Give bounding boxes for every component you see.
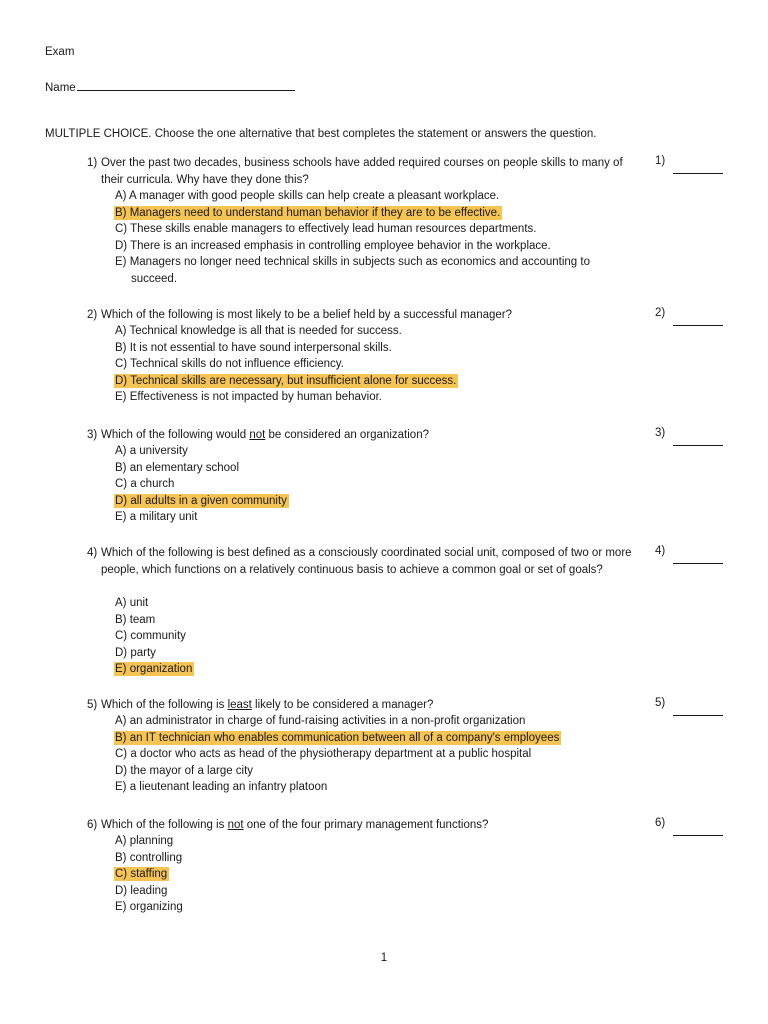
option-e[interactable]: E) Effectiveness is not impacted by human behavior. [115, 391, 382, 404]
option-c[interactable]: C) a doctor who acts as head of the physiotherapy department at a public hospital [115, 748, 532, 761]
question-text: Which of the following would not be considered an organization? [101, 429, 429, 441]
option-c[interactable] [115, 866, 635, 883]
answer-number: 4) [655, 545, 666, 557]
options-list [115, 833, 635, 916]
option-b[interactable] [115, 205, 635, 222]
answer-blank[interactable] [673, 549, 723, 564]
question-number: 2) [87, 309, 98, 321]
question-number: 4) [87, 547, 98, 559]
answer-number: 1) [655, 155, 666, 167]
highlighted-answer: E) organization [115, 663, 193, 676]
answer-number: 2) [655, 307, 666, 319]
answer-blank[interactable] [673, 701, 723, 716]
option-d[interactable]: D) party [115, 646, 156, 659]
exam-title: Exam [45, 46, 75, 58]
option-c[interactable]: C) These skills enable managers to effectively lead human resources departments. [115, 223, 537, 236]
question-stem [87, 155, 642, 188]
options-list [115, 443, 635, 526]
options-list [115, 713, 635, 796]
name-label: Name [45, 82, 76, 94]
option-b[interactable]: B) an elementary school [115, 461, 240, 474]
option-c[interactable]: C) Technical skills do not influence efficiency. [115, 358, 344, 371]
option-b[interactable]: B) controlling [115, 851, 183, 864]
option-b[interactable]: B) It is not essential to have sound interpersonal skills. [115, 341, 392, 354]
question-text: Which of the following is best defined as a consciously coordinated social unit, composed of two or more people, which functions on a relatively continuous basis to achieve a common goal or set of goals? [101, 547, 632, 576]
option-e[interactable]: E) Managers no longer need technical skills in subjects such as economics and accounting to succeed. [115, 256, 590, 285]
option-d[interactable]: D) leading [115, 884, 168, 897]
option-a[interactable]: A) A manager with good people skills can help create a pleasant workplace. [115, 190, 500, 202]
question-number: 3) [87, 429, 98, 441]
answer-number: 6) [655, 817, 666, 829]
question-text: Which of the following is most likely to be a belief held by a successful manager? [101, 309, 513, 321]
option-d[interactable]: D) the mayor of a large city [115, 764, 254, 777]
question-stem [87, 307, 642, 324]
highlighted-answer: B) Managers need to understand human behavior if they are to be effective. [115, 206, 501, 219]
question-text: Which of the following is not one of the four primary management functions? [101, 819, 489, 831]
name-field[interactable] [45, 80, 295, 94]
question-text: Which of the following is least likely to be considered a manager? [101, 699, 434, 711]
name-underline[interactable] [77, 80, 295, 91]
option-a[interactable]: A) a university [115, 445, 188, 457]
highlighted-answer: D) Technical skills are necessary, but insufficient alone for success. [115, 374, 457, 387]
question-stem [87, 817, 642, 834]
option-b[interactable] [115, 730, 635, 747]
question-number: 6) [87, 819, 98, 831]
question-text: Over the past two decades, business schools have added required courses on people skills to many of their curricula. Why have they done this? [101, 157, 623, 186]
option-d[interactable]: D) There is an increased emphasis in controlling employee behavior in the workplace. [115, 239, 551, 252]
answer-blank[interactable] [673, 159, 723, 174]
option-d[interactable] [115, 493, 635, 510]
option-e[interactable] [115, 661, 635, 678]
option-a[interactable]: A) unit [115, 597, 149, 609]
option-a[interactable]: A) an administrator in charge of fund-raising activities in a non-profit organization [115, 715, 526, 727]
answer-blank[interactable] [673, 821, 723, 836]
question-number: 5) [87, 699, 98, 711]
option-e[interactable]: E) a lieutenant leading an infantry platoon [115, 781, 328, 794]
page-number: 1 [380, 952, 388, 964]
option-e[interactable]: E) organizing [115, 901, 183, 914]
answer-blank[interactable] [673, 431, 723, 446]
answer-blank[interactable] [673, 311, 723, 326]
option-b[interactable]: B) team [115, 613, 156, 626]
question-stem [87, 545, 642, 578]
options-list [115, 595, 635, 678]
question-stem [87, 427, 642, 444]
question-number: 1) [87, 157, 98, 169]
option-a[interactable]: A) planning [115, 835, 174, 847]
options-list [115, 323, 635, 406]
question-stem [87, 697, 642, 714]
options-list [115, 188, 635, 288]
highlighted-answer: D) all adults in a given community [115, 494, 287, 507]
highlighted-answer: C) staffing [115, 868, 168, 881]
option-c[interactable]: C) community [115, 630, 186, 643]
option-d[interactable] [115, 373, 635, 390]
option-e[interactable]: E) a military unit [115, 511, 198, 524]
option-a[interactable]: A) Technical knowledge is all that is needed for success. [115, 325, 402, 337]
answer-number: 5) [655, 697, 666, 709]
highlighted-answer: B) an IT technician who enables communication between all of a company's employees [115, 731, 560, 744]
option-c[interactable]: C) a church [115, 478, 175, 491]
answer-number: 3) [655, 427, 666, 439]
instructions: MULTIPLE CHOICE. Choose the one alternative that best completes the statement or answers the question. [45, 128, 597, 140]
